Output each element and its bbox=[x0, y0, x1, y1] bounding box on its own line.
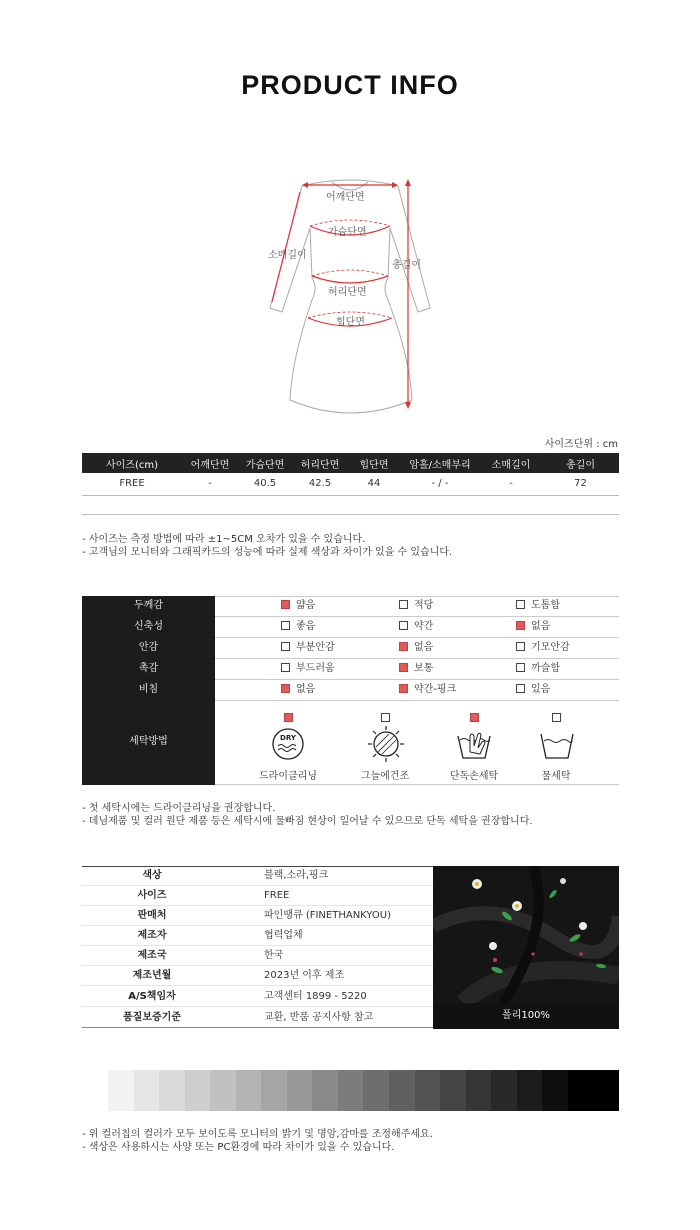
color-chip bbox=[389, 1070, 415, 1111]
attr-option: 보통 bbox=[399, 659, 433, 679]
col-header: 힙단면 bbox=[348, 453, 400, 473]
dry-text: DRY bbox=[280, 734, 296, 742]
wash-check bbox=[248, 706, 328, 725]
checkbox-icon bbox=[281, 642, 290, 651]
checkbox-icon bbox=[399, 684, 408, 693]
attr-option: 얇음 bbox=[281, 596, 315, 616]
checkbox-icon bbox=[281, 621, 290, 630]
note-line: - 사이즈는 측정 방법에 따라 ±1~5CM 오차가 있을 수 있습니다. bbox=[82, 534, 366, 545]
note-line: - 색상은 사용하시는 사양 또는 PC환경에 따라 차이가 있을 수 있습니다. bbox=[82, 1142, 395, 1153]
col-header: 암홀/소매부리 bbox=[400, 453, 480, 473]
attr-label-wash: 세탁방법 bbox=[129, 736, 168, 747]
color-chip bbox=[440, 1070, 466, 1111]
fabric-composition: 폴리100% bbox=[433, 1003, 619, 1029]
sleeve-label: 소매길이 bbox=[268, 250, 307, 261]
detail-row: 품질보증기준 교환, 반품 공지사항 참고 bbox=[82, 1008, 433, 1028]
color-chip bbox=[312, 1070, 338, 1111]
attr-option: 없음 bbox=[281, 680, 315, 700]
size-notes bbox=[82, 533, 452, 559]
divider bbox=[82, 514, 619, 515]
wash-check bbox=[345, 706, 425, 725]
wash-check bbox=[516, 706, 596, 725]
dry-clean-icon bbox=[270, 726, 306, 762]
col-header: 가슴단면 bbox=[238, 453, 292, 473]
checkbox-icon bbox=[516, 663, 525, 672]
color-chip bbox=[210, 1070, 236, 1111]
col-header: 사이즈(cm) bbox=[82, 453, 182, 473]
detail-row: 제조국 한국 bbox=[82, 946, 433, 966]
wash-check bbox=[434, 706, 514, 725]
attr-option: 있음 bbox=[516, 680, 550, 700]
attr-option: 약간-핑크 bbox=[399, 680, 456, 700]
checkbox-icon bbox=[281, 600, 290, 609]
size-diagram bbox=[240, 168, 460, 418]
size-unit: 사이즈단위 : cm bbox=[544, 439, 618, 450]
attr-label-thickness: 두께감 bbox=[134, 600, 163, 611]
checkbox-icon bbox=[399, 642, 408, 651]
checkbox-icon bbox=[516, 642, 525, 651]
table-cell: 42.5 bbox=[292, 473, 348, 495]
checkbox-icon bbox=[381, 713, 390, 722]
attr-option: 좋음 bbox=[281, 617, 315, 637]
hand-wash-icon bbox=[454, 726, 494, 762]
table-cell: FREE bbox=[82, 473, 182, 495]
size-table-header bbox=[82, 453, 619, 473]
wash-notes bbox=[82, 802, 533, 828]
color-chip bbox=[363, 1070, 389, 1111]
checkbox-icon bbox=[399, 600, 408, 609]
table-cell: 40.5 bbox=[238, 473, 292, 495]
col-header: 소매길이 bbox=[480, 453, 542, 473]
attr-option: 도톰함 bbox=[516, 596, 560, 616]
color-chip bbox=[159, 1070, 185, 1111]
color-chip bbox=[261, 1070, 287, 1111]
col-header: 어깨단면 bbox=[182, 453, 238, 473]
attr-option: 없음 bbox=[399, 638, 433, 658]
color-chip bbox=[287, 1070, 313, 1111]
color-chip bbox=[491, 1070, 517, 1111]
note-line: - 고객님의 모니터와 그래픽카드의 성능에 따라 실제 색상과 차이가 있을 수 있습니다. bbox=[82, 547, 453, 558]
attr-option: 기모안감 bbox=[516, 638, 570, 658]
color-chip bbox=[108, 1070, 134, 1111]
size-table bbox=[82, 453, 619, 496]
detail-row: 제조자 협력업체 bbox=[82, 926, 433, 946]
fabric-swatch-image bbox=[433, 866, 619, 1003]
table-cell: 72 bbox=[542, 473, 619, 495]
checkbox-icon bbox=[516, 684, 525, 693]
waist-label: 허리단면 bbox=[328, 287, 367, 298]
checkbox-icon bbox=[516, 600, 525, 609]
detail-row: 판매처 파인땡큐 (FINETHANKYOU) bbox=[82, 906, 433, 926]
color-chip bbox=[568, 1070, 594, 1111]
color-chip bbox=[185, 1070, 211, 1111]
table-cell: 44 bbox=[348, 473, 400, 495]
detail-row: 색상 블랙,소라,핑크 bbox=[82, 866, 433, 886]
wash-label: 그늘에건조 bbox=[360, 771, 410, 782]
table-cell: - / - bbox=[400, 473, 480, 495]
col-header: 허리단면 bbox=[292, 453, 348, 473]
shade-dry-icon bbox=[366, 724, 406, 764]
shoulder-label: 어깨단면 bbox=[326, 192, 365, 203]
note-line: - 데님제품 및 컬러 원단 제품 등은 세탁시에 물빠짐 현상이 일어날 수 있으므로 단독 세탁을 권장합니다. bbox=[82, 816, 533, 827]
attr-option: 부분안감 bbox=[281, 638, 335, 658]
divider bbox=[215, 784, 619, 785]
checkbox-icon bbox=[281, 663, 290, 672]
grayscale-chart bbox=[108, 1070, 619, 1111]
checkbox-icon bbox=[470, 713, 479, 722]
attr-label-sheer: 비침 bbox=[138, 684, 159, 695]
attr-label-lining: 안감 bbox=[138, 642, 159, 653]
note-line: - 첫 세탁시에는 드라이클리닝을 권장합니다. bbox=[82, 803, 276, 814]
detail-row: 제조년월 2023년 이후 제조 bbox=[82, 966, 433, 986]
checkbox-icon bbox=[281, 684, 290, 693]
col-header: 총길이 bbox=[542, 453, 619, 473]
wash-label: 물세탁 bbox=[541, 771, 571, 782]
color-chip bbox=[338, 1070, 364, 1111]
attr-option: 부드러움 bbox=[281, 659, 335, 679]
color-chip bbox=[236, 1070, 262, 1111]
divider bbox=[215, 700, 619, 701]
table-row bbox=[82, 473, 619, 495]
checkbox-icon bbox=[516, 621, 525, 630]
checkbox-icon bbox=[284, 713, 293, 722]
attr-label-touch: 촉감 bbox=[138, 663, 159, 674]
color-chip bbox=[134, 1070, 160, 1111]
color-chip bbox=[593, 1070, 619, 1111]
fabric-attributes bbox=[82, 596, 619, 785]
water-wash-icon bbox=[538, 726, 576, 762]
table-cell: - bbox=[480, 473, 542, 495]
color-chip bbox=[466, 1070, 492, 1111]
attr-option: 까슬함 bbox=[516, 659, 560, 679]
checkbox-icon bbox=[399, 621, 408, 630]
attr-label-stretch: 신축성 bbox=[134, 621, 163, 632]
detail-row: A/S책임자 고객센터 1899 - 5220 bbox=[82, 987, 433, 1007]
wash-label: 드라이클리닝 bbox=[259, 771, 317, 782]
color-notes bbox=[82, 1128, 433, 1154]
checkbox-icon bbox=[399, 663, 408, 672]
attr-option: 적당 bbox=[399, 596, 433, 616]
table-cell: - bbox=[182, 473, 238, 495]
attr-option: 약간 bbox=[399, 617, 433, 637]
page-title: PRODUCT INFO bbox=[241, 70, 459, 100]
product-details bbox=[82, 866, 619, 1029]
checkbox-icon bbox=[552, 713, 561, 722]
note-line: - 위 컬러칩의 컬러가 모두 보이도록 모니터의 밝기 및 명암,감마를 조정해주세요. bbox=[82, 1129, 433, 1140]
color-chip bbox=[415, 1070, 441, 1111]
total-length-label: 총길이 bbox=[392, 260, 421, 271]
wash-label: 단독손세탁 bbox=[449, 771, 499, 782]
attr-option: 없음 bbox=[516, 617, 550, 637]
chest-label: 가슴단면 bbox=[328, 227, 367, 238]
hip-label: 힙단면 bbox=[336, 317, 365, 328]
color-chip bbox=[542, 1070, 568, 1111]
detail-row: 사이즈 FREE bbox=[82, 886, 433, 906]
color-chip bbox=[517, 1070, 543, 1111]
